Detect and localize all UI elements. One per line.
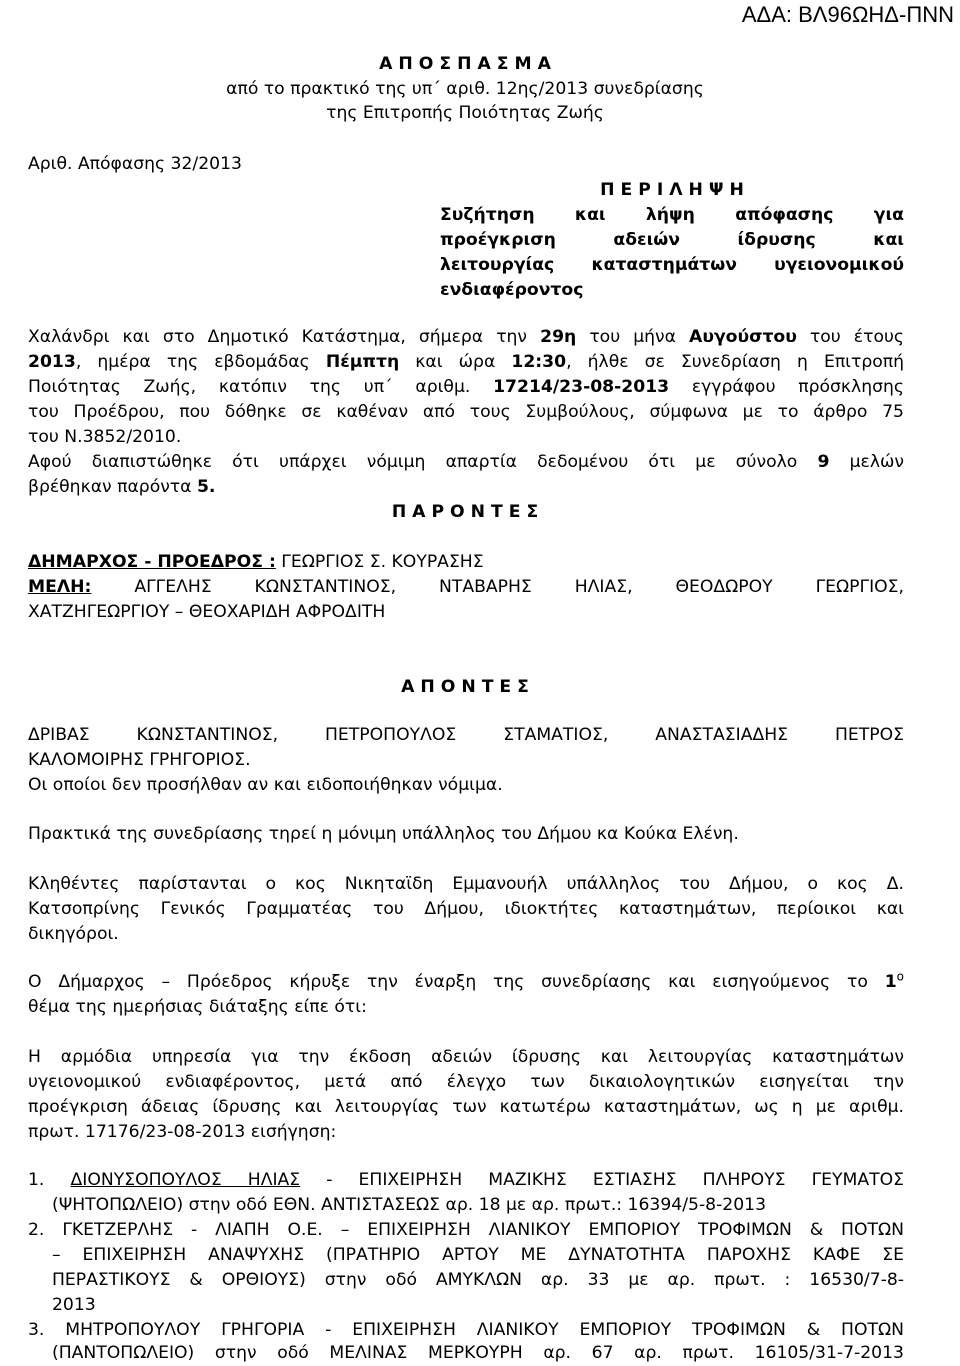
intro-year: 2013 — [28, 352, 76, 372]
intro-text: Αφού διαπιστώθηκε ότι υπάρχει νόμιμη απαρτία δεδομένου ότι με σύνολο — [28, 452, 818, 472]
topic-number: 1 — [884, 972, 897, 992]
decision-number: Αριθ. Απόφασης 32/2013 — [28, 154, 242, 174]
ordinal-suffix: ο — [896, 969, 904, 984]
invited-line-3: δικηγόροι. — [28, 924, 119, 944]
intro-text: Ποιότητας Ζωής, κατόπιν της υπ΄ αριθμ. — [28, 377, 494, 397]
mayor-name: ΓΕΩΡΓΙΟΣ Σ. ΚΟΥΡΑΣΗΣ — [275, 552, 484, 572]
body-line-4: πρωτ. 17176/23-08-2013 εισήγηση: — [28, 1122, 337, 1142]
absent-line-2: ΚΑΛΟΜΟΙΡΗΣ ΓΡΗΓΟΡΙΟΣ. — [28, 750, 251, 770]
intro-line-1 — [28, 325, 904, 350]
intro-line-2 — [28, 350, 904, 375]
present-members-line-2: ΧΑΤΖΗΓΕΩΡΓΙΟΥ – ΘΕΟΧΑΡΙΔΗ ΑΦΡΟΔΙΤΗ — [28, 602, 386, 622]
intro-line-7 — [28, 475, 904, 500]
intro-line-3 — [28, 375, 904, 400]
summary-title: Π Ε Ρ Ι Λ Η Ψ Η — [600, 180, 744, 200]
excerpt-line-committee: της Επιτροπής Ποιότητας Ζωής — [326, 103, 604, 123]
intro-text: , ημέρα της εβδομάδας — [75, 352, 326, 372]
item-2-line-2: – ΕΠΙΧΕΙΡΗΣΗ ΑΝΑΨΥΧΗΣ (ΠΡΑΤΗΡΙΟ ΑΡΤΟΥ ΜΕ ΔΥΝΑΤΟΤΗΤΑ ΠΑΡΟΧΗΣ ΚΑΦΕ ΣΕ — [52, 1245, 904, 1265]
intro-text: , ήλθε σε Συνεδρίαση η Επιτροπή — [566, 352, 904, 372]
item-3-line-1: 3. ΜΗΤΡΟΠΟΥΛΟΥ ΓΡΗΓΟΡΙΑ - ΕΠΙΧΕΙΡΗΣΗ ΛΙΑΝΙΚΟΥ ΕΜΠΟΡΙΟΥ ΤΡΟΦΙΜΩΝ & ΠΟΤΩΝ — [28, 1320, 904, 1340]
absent-line-1: ΔΡΙΒΑΣ ΚΩΝΣΤΑΝΤΙΝΟΣ, ΠΕΤΡΟΠΟΥΛΟΣ ΣΤΑΜΑΤΙΟΣ, ΑΝΑΣΤΑΣΙΑΔΗΣ ΠΕΤΡΟΣ — [28, 725, 904, 745]
invited-line-2: Κατσοπρίνης Γενικός Γραμματέας του Δήμου, ιδιοκτήτες καταστημάτων, περίοικοι και — [28, 899, 904, 919]
intro-text: εγγράφου πρόσκλησης — [669, 377, 904, 397]
opening-text: Ο Δήμαρχος – Πρόεδρος κήρυξε την έναρξη της συνεδρίασης και εισηγούμενος το — [28, 972, 885, 992]
summary-line-2: προέγκριση αδειών ίδρυσης και — [440, 230, 904, 250]
intro-invitation-number: 17214/23-08-2013 — [493, 377, 670, 397]
item-1-text: - ΕΠΙΧΕΙΡΗΣΗ ΜΑΖΙΚΗΣ ΕΣΤΙΑΣΗΣ ΠΛΗΡΟΥΣ ΓΕΥΜΑΤΟΣ — [300, 1170, 904, 1190]
opening-line-2: θέμα της ημερήσιας διάταξης είπε ότι: — [28, 997, 367, 1017]
present-title: Π Α Ρ Ο Ν Τ Ε Σ — [391, 502, 539, 522]
summary-line-3: λειτουργίας καταστημάτων υγειονομικού — [440, 255, 904, 275]
item-3-line-2: (ΠΑΝΤΟΠΩΛΕΙΟ) στην οδό ΜΕΛΙΝΑΣ ΜΕΡΚΟΥΡΗ αρ. 67 αρ. πρωτ. 16105/31-7-2013 — [52, 1343, 904, 1363]
absent-title: Α Π Ο Ν Τ Ε Σ — [401, 677, 529, 697]
item-2-line-4: 2013 — [52, 1295, 96, 1315]
item-2-line-1: 2. ΓΚΕΤΖΕΡΛΗΣ - ΛΙΑΠΗ Ο.Ε. – ΕΠΙΧΕΙΡΗΣΗ ΛΙΑΝΙΚΟΥ ΕΜΠΟΡΙΟΥ ΤΡΟΦΙΜΩΝ & ΠΟΤΩΝ — [28, 1220, 904, 1240]
minutes-keeper: Πρακτικά της συνεδρίασης τηρεί η μόνιμη υπάλληλος του Δήμου κα Κούκα Ελένη. — [28, 824, 739, 844]
excerpt-title: Α Π Ο Σ Π Α Σ Μ Α — [379, 54, 551, 74]
intro-line-6 — [28, 450, 904, 475]
intro-line-4: του Προέδρου, που δόθηκε σε καθέναν από τους Συμβούλους, σύμφωνα με το άρθρο 75 — [28, 402, 904, 422]
intro-time: 12:30 — [511, 352, 567, 372]
intro-line-5: του Ν.3852/2010. — [28, 427, 182, 447]
invited-line-1: Κληθέντες παρίστανται ο κος Νικηταϊδη Εμμανουήλ υπάλληλος του Δήμου, ο κος Δ. — [28, 874, 904, 894]
intro-text: Χαλάνδρι και στο Δημοτικό Κατάστημα, σήμερα την — [28, 327, 541, 347]
excerpt-line-minutes: από το πρακτικό της υπ΄ αριθ. 12ης/2013 συνεδρίασης — [226, 79, 704, 99]
intro-total-members: 9 — [817, 452, 830, 472]
intro-weekday: Πέμπτη — [325, 352, 400, 372]
intro-text: μελών — [829, 452, 904, 472]
body-line-1: Η αρμόδια υπηρεσία για την έκδοση αδειών ίδρυσης και λειτουργίας καταστημάτων — [28, 1047, 904, 1067]
present-members-line-1 — [28, 575, 904, 600]
opening-line-1 — [28, 970, 904, 995]
summary-line-4: ενδιαφέροντος — [440, 280, 584, 300]
members-label: ΜΕΛΗ: — [28, 577, 92, 597]
summary-line-1: Συζήτηση και λήψη απόφασης για — [440, 205, 904, 225]
item-1-owner: ΔΙΟΝΥΣΟΠΟΥΛΟΣ ΗΛΙΑΣ — [70, 1170, 301, 1190]
item-1-line-2: (ΨΗΤΟΠΩΛΕΙΟ) στην οδό ΕΘΝ. ΑΝΤΙΣΤΑΣΕΩΣ αρ. 18 με αρ. πρωτ.: 16394/5-8-2013 — [52, 1195, 767, 1215]
intro-text: του έτους — [796, 327, 904, 347]
intro-text: του μήνα — [576, 327, 690, 347]
mayor-label: ΔΗΜΑΡΧΟΣ - ΠΡΟΕΔΡΟΣ : — [28, 552, 276, 572]
intro-present-count: 5. — [196, 477, 216, 497]
body-line-2: υγειονομικού ενδιαφέροντος, μετά από έλεγχο των δικαιολογητικών εισηγείται την — [28, 1072, 904, 1092]
intro-day: 29η — [540, 327, 577, 347]
item-2-line-3: ΠΕΡΑΣΤΙΚΟΥΣ & ΟΡΘΙΟΥΣ) στην οδό ΑΜΥΚΛΩΝ αρ. 33 με αρ. πρωτ. : 16530/7-8- — [52, 1270, 904, 1290]
absent-line-3: Οι οποίοι δεν προσήλθαν αν και ειδοποιήθηκαν νόμιμα. — [28, 775, 503, 795]
item-number: 1. — [28, 1170, 71, 1190]
body-line-3: προέγκριση άδειας ίδρυσης και λειτουργίας των κατωτέρω καταστημάτων, ως η με αριθμ. — [28, 1097, 904, 1117]
present-mayor-line — [28, 550, 904, 575]
intro-text: βρέθηκαν παρόντα — [28, 477, 197, 497]
ada-code: ΑΔΑ: ΒΛ96ΩΗΔ-ΠΝΝ — [741, 2, 954, 27]
intro-text: και ώρα — [399, 352, 512, 372]
item-1-line-1 — [28, 1168, 904, 1193]
intro-month: Αυγούστου — [689, 327, 797, 347]
members-names: ΑΓΓΕΛΗΣ ΚΩΝΣΤΑΝΤΙΝΟΣ, ΝΤΑΒΑΡΗΣ ΗΛΙΑΣ, ΘΕΟΔΩΡΟΥ ΓΕΩΡΓΙΟΣ, — [91, 577, 904, 597]
